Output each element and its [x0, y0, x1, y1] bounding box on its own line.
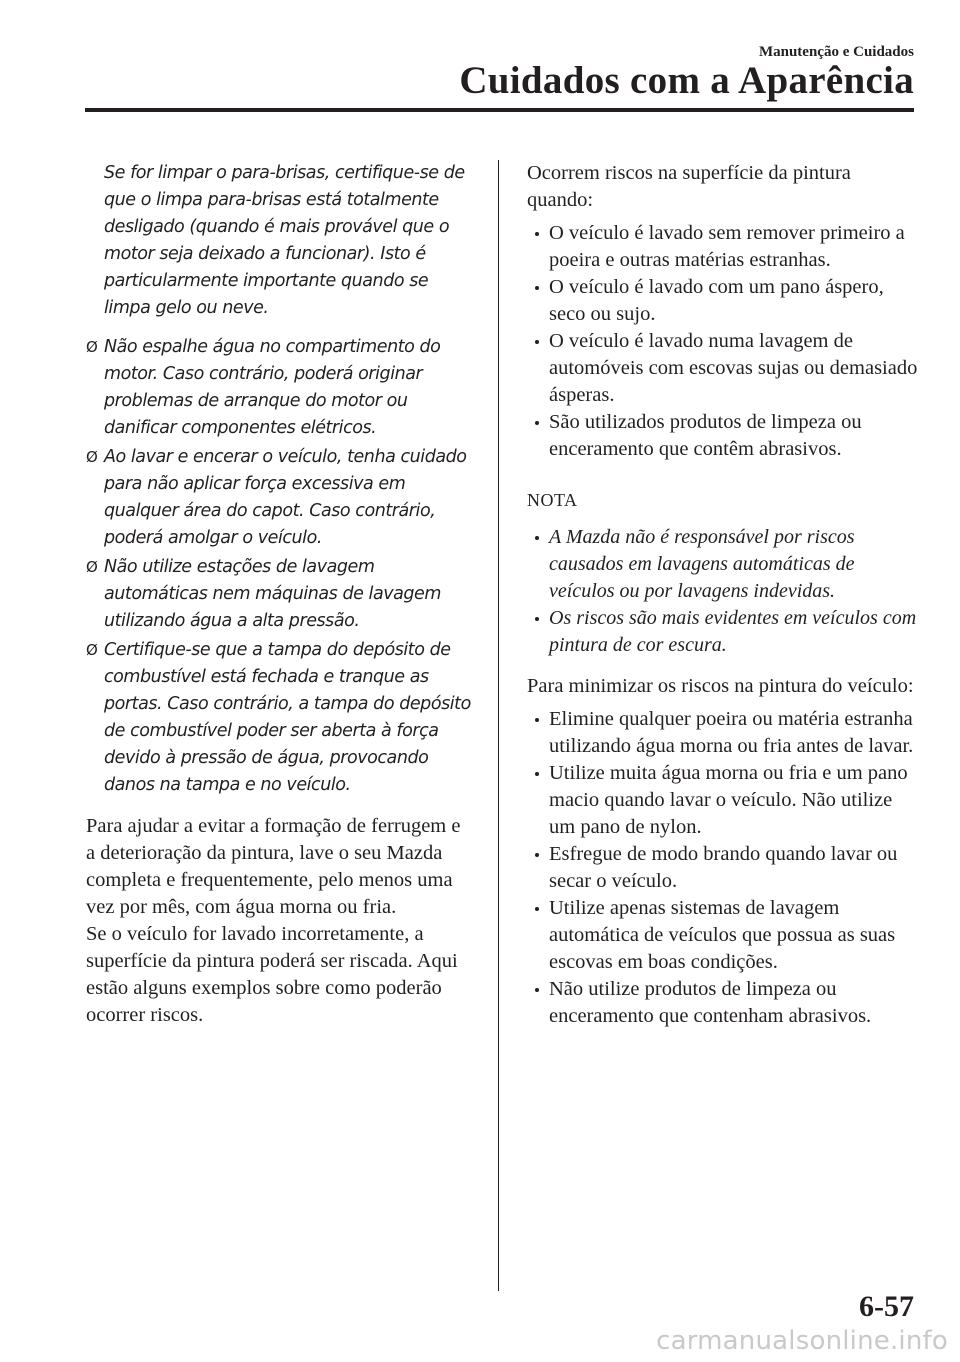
list-item-text: Utilize apenas sistemas de lavagem automática de veículos que possua as suas escovas em boas condições. [549, 897, 896, 973]
paragraph-wash-frequency: Para ajudar a evitar a formação de ferrugem e a deterioração da pintura, lave o seu Mazda completa e frequentemente, pelo menos uma vez por mês, com água morna ou fria. [86, 815, 461, 918]
arrow-bullet-icon: Ø [86, 338, 98, 356]
bullet-dot-icon [535, 286, 539, 290]
page-number: 6-57 [859, 1290, 914, 1323]
scratch-causes-intro: Ocorrem riscos na superfície da pintura quando: [527, 162, 851, 211]
right-column [527, 160, 922, 1044]
bullet-dot-icon [535, 340, 539, 344]
list-item [527, 841, 922, 895]
caution-item [86, 444, 471, 552]
caution-continuation: Se for limpar o para-brisas, certifique-se de que o limpa para-brisas está totalmente desligado (quando é mais provável que o motor seja deixado a funcionar). Isto é particularmente importante quando se limpa gelo ou neve. [104, 163, 465, 318]
bullet-dot-icon [535, 853, 539, 857]
bullet-dot-icon [535, 988, 539, 992]
column-divider [498, 160, 499, 1291]
arrow-bullet-icon: Ø [86, 558, 98, 576]
bullet-dot-icon [535, 772, 539, 776]
list-item [527, 409, 922, 463]
bullet-dot-icon [535, 617, 539, 621]
list-item [527, 760, 922, 841]
caution-list [86, 334, 471, 799]
list-item-text: Utilize muita água morna ou fria e um pano macio quando lavar o veículo. Não utilize um pano de nylon. [549, 762, 908, 838]
note-item-text: Os riscos são mais evidentes em veículos com pintura de cor escura. [549, 607, 917, 656]
caution-text: Não espalhe água no compartimento do motor. Caso contrário, poderá originar problemas de arranque do motor ou danificar componentes elétricos. [104, 337, 441, 438]
section-name: Manutenção e Cuidados [758, 44, 914, 60]
note-item [527, 524, 922, 605]
minimize-intro: Para minimizar os riscos na pintura do veículo: [527, 675, 914, 697]
bullet-dot-icon [535, 718, 539, 722]
page-title: Cuidados com a Aparência [459, 59, 914, 102]
caution-item [86, 637, 471, 799]
list-item [527, 895, 922, 976]
scratch-causes-list [527, 220, 922, 463]
left-column [86, 160, 471, 1029]
caution-text: Certifique-se que a tampa do depósito de combustível está fechada e tranque as portas. Caso contrário, a tampa do depósito de combustível poder ser aberta à força devido à pressão de água, provocando danos na tampa e no veículo. [104, 640, 471, 795]
arrow-bullet-icon: Ø [86, 641, 98, 659]
arrow-bullet-icon: Ø [86, 448, 98, 466]
paragraph-scratch-intro: Se o veículo for lavado incorretamente, a superfície da pintura poderá ser riscada. Aqui estão alguns exemplos sobre como poderão ocorrer riscos. [86, 923, 458, 1026]
list-item [527, 274, 922, 328]
list-item [527, 220, 922, 274]
caution-item [86, 554, 471, 635]
caution-item [86, 334, 471, 442]
list-item-text: O veículo é lavado com um pano áspero, seco ou sujo. [549, 276, 884, 325]
list-item-text: Não utilize produtos de limpeza ou enceramento que contenham abrasivos. [549, 978, 872, 1027]
list-item [527, 328, 922, 409]
caution-text: Não utilize estações de lavagem automáticas nem máquinas de lavagem utilizando água a alta pressão. [104, 557, 441, 631]
note-item-text: A Mazda não é responsável por riscos causados em lavagens automáticas de veículos ou por lavagens indevidas. [549, 526, 855, 602]
list-item-text: Esfregue de modo brando quando lavar ou secar o veículo. [549, 843, 898, 892]
caution-text: Ao lavar e encerar o veículo, tenha cuidado para não aplicar força excessiva em qualquer área do capot. Caso contrário, poderá amolgar o veículo. [104, 447, 467, 548]
watermark: carmanualsonline.info [656, 1326, 948, 1356]
note-heading: NOTA [527, 490, 578, 510]
bullet-dot-icon [535, 536, 539, 540]
list-item-text: O veículo é lavado sem remover primeiro a poeira e outras matérias estranhas. [549, 222, 905, 271]
list-item [527, 706, 922, 760]
list-item-text: O veículo é lavado numa lavagem de automóveis com escovas sujas ou demasiado ásperas. [549, 330, 918, 406]
list-item-text: Elimine qualquer poeira ou matéria estranha utilizando água morna ou fria antes de lavar. [549, 708, 914, 757]
minimize-tips-list [527, 706, 922, 1030]
bullet-dot-icon [535, 907, 539, 911]
note-list [527, 524, 922, 659]
bullet-dot-icon [535, 421, 539, 425]
list-item-text: São utilizados produtos de limpeza ou enceramento que contêm abrasivos. [549, 411, 862, 460]
list-item [527, 976, 922, 1030]
header-rule [85, 108, 914, 112]
bullet-dot-icon [535, 232, 539, 236]
note-item [527, 605, 922, 659]
